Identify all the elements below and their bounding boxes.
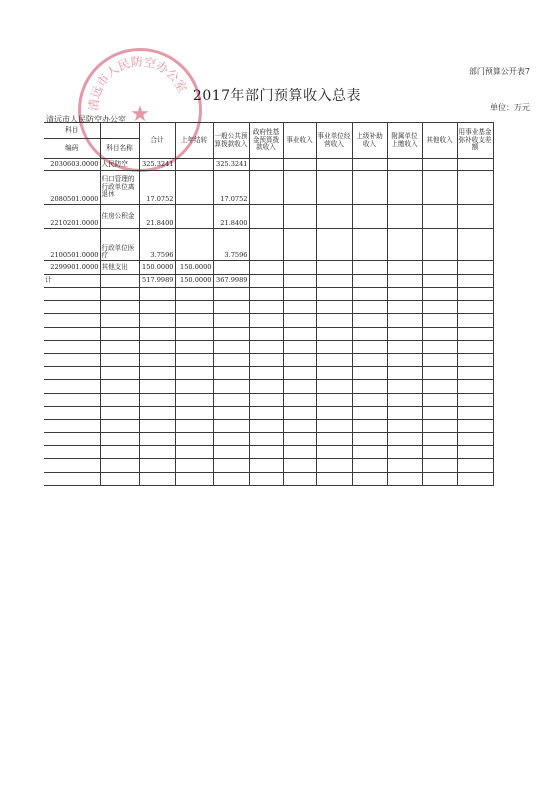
empty-row [44,459,493,472]
empty-row [44,367,493,380]
empty-row [44,340,493,353]
row-total: 21.8400 [139,205,175,229]
empty-row [44,353,493,366]
header-operation-income: 事业单位经营收入 [316,123,352,159]
empty-row [44,314,493,327]
empty-row [44,393,493,406]
table-row [44,205,493,229]
row-name: 归口管理的行政单位离退休 [100,171,139,205]
empty-row [44,301,493,314]
total-general: 367.9989 [213,275,249,288]
header-subsidy-income: 上级补助收入 [352,123,387,159]
table-row [44,171,493,205]
table-row [44,229,493,261]
header-affiliated-income: 附属单位上缴收入 [387,123,422,159]
row-name: 人民防空 [100,159,139,171]
svg-text:清远市人民防空办公室: 清远市人民防空办公室 [86,54,190,112]
empty-row [44,406,493,419]
header-code: 编码 [44,139,100,159]
row-general: 17.0752 [213,171,249,205]
row-total: 150.0000 [139,261,175,275]
row-name: 住房公积金 [100,205,139,229]
total-carryover: 150.0000 [175,275,213,288]
row-total: 325.3241 [139,159,175,171]
row-total: 3.7596 [139,229,175,261]
row-general: 325.3241 [213,159,249,171]
header-carryover: 上年结转 [175,123,213,159]
row-code: 2210201.0000 [44,205,100,229]
row-general: 21.8400 [213,205,249,229]
header-gov-fund: 政府性基金预算拨款收入 [249,123,283,159]
header-business-income: 事业收入 [283,123,316,159]
empty-row [44,419,493,432]
empty-row [44,327,493,340]
empty-row [44,446,493,459]
total-sum: 517.9989 [139,275,175,288]
svg-text:★: ★ [130,102,150,127]
organization-name: 清远市人民防空办公室 [46,115,126,124]
row-code: 2299901.0000 [44,261,100,275]
row-code: 2100501.0000 [44,229,100,261]
row-code: 2080501.0000 [44,171,100,205]
empty-row [44,472,493,485]
budget-income-table [44,122,494,486]
empty-row [44,433,493,446]
row-code: 2030603.0000 [44,159,100,171]
header-general-budget: 一般公共预算拨款收入 [213,123,249,159]
row-carryover [175,205,213,229]
table-row [44,159,493,171]
header-subject-name: 科目名称 [100,139,139,159]
row-name: 行政单位医疗 [100,229,139,261]
row-carryover [175,159,213,171]
page-label: 部门预算公开表7 [468,67,530,76]
row-general: 3.7596 [213,229,249,261]
row-carryover [175,229,213,261]
unit-label: 单位：万元 [490,103,530,112]
empty-row [44,380,493,393]
header-subject-group: 科目 [44,123,100,139]
row-general [213,261,249,275]
header-total: 合计 [139,123,175,159]
header-reserve-fund: 用事业基金弥补收支差额 [457,123,493,159]
empty-row [44,288,493,301]
row-carryover: 150.0000 [175,261,213,275]
table-row [44,261,493,275]
row-name: 其他支出 [100,261,139,275]
header-other-income: 其他收入 [422,123,457,159]
page-title: 2017年部门预算收入总表 [192,88,362,104]
row-total: 17.0752 [139,171,175,205]
total-row [44,275,493,288]
total-label: 计 [44,275,100,288]
row-carryover [175,171,213,205]
